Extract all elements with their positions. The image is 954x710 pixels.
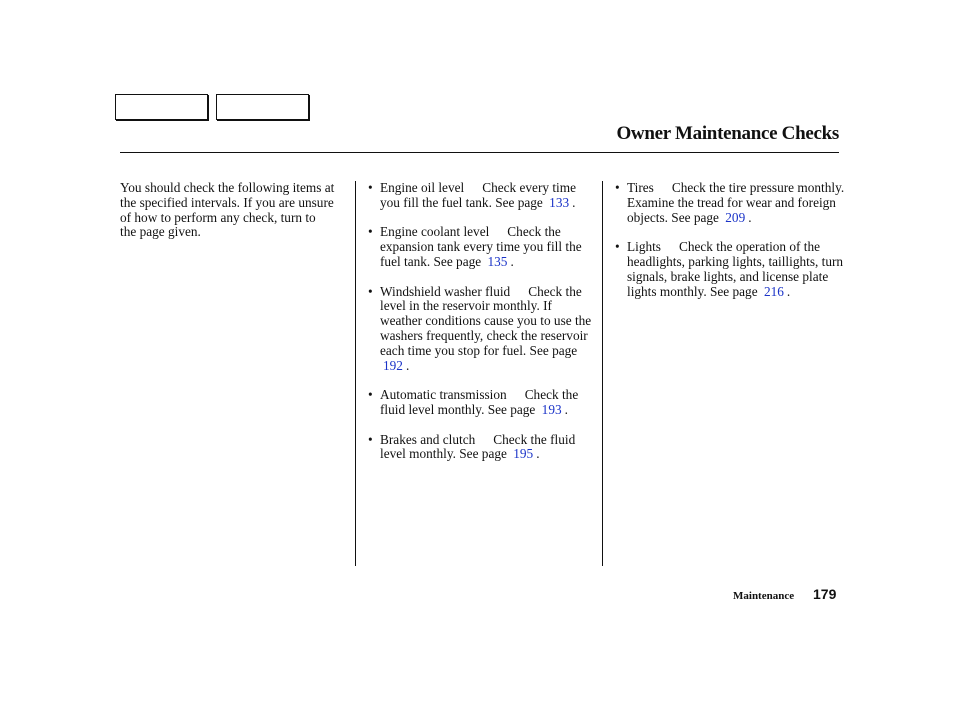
column-divider xyxy=(602,181,603,566)
bullet: • xyxy=(615,239,620,255)
checks-column-1 xyxy=(368,181,594,477)
page-link[interactable]: 195 xyxy=(513,446,534,462)
bullet: • xyxy=(368,224,373,240)
check-text: Check the level in the reservoir monthly. If weather conditions cause you to use the washers frequently, check the reservoir each time you stop for fuel. See page xyxy=(380,283,592,358)
check-text: Check the fluid level monthly. See page xyxy=(380,431,576,462)
page-link[interactable]: 135 xyxy=(487,253,508,269)
checks-column-2 xyxy=(615,181,845,314)
check-text: Check the tire pressure monthly. Examine the tread for wear and foreign objects. See page xyxy=(627,180,845,225)
page-link[interactable]: 193 xyxy=(541,401,562,417)
check-name: Lights xyxy=(627,239,661,255)
page-link[interactable]: 133 xyxy=(549,194,570,210)
check-item-lights: • Lights Check the operation of the headlights, parking lights, taillights, turn signals, brake lights, and license plate lights monthly. See page 216 . xyxy=(615,239,844,299)
check-name: Engine oil level xyxy=(380,180,465,195)
check-name: Brakes and clutch xyxy=(380,431,476,447)
nav-button-previous[interactable] xyxy=(115,94,208,120)
bullet: • xyxy=(368,431,373,447)
check-name: Engine coolant level xyxy=(380,224,490,240)
bullet: • xyxy=(368,283,373,299)
check-text: Check every time you fill the fuel tank. See page xyxy=(380,180,576,210)
bullet: • xyxy=(368,387,373,403)
footer-section-label: Maintenance xyxy=(733,590,795,602)
check-name: Tires xyxy=(627,180,654,195)
page-link[interactable]: 209 xyxy=(725,209,746,225)
page-link[interactable]: 216 xyxy=(763,283,784,299)
page-number: 179 xyxy=(813,586,837,602)
check-item-washer-fluid: • Windshield washer fluid Check the level in the reservoir monthly. If weather conditions cause you to use the washers frequently, check the reservoir each time you stop for fuel. See page 192 . xyxy=(368,283,592,373)
check-item-automatic-transmission: • Automatic transmission Check the fluid level monthly. See page 193 . xyxy=(368,387,579,417)
check-text: Check the fluid level monthly. See page xyxy=(380,387,579,417)
column-divider xyxy=(355,181,356,566)
check-name: Windshield washer fluid xyxy=(380,283,511,299)
bullet: • xyxy=(615,180,620,195)
check-name: Automatic transmission xyxy=(380,387,507,403)
intro-column xyxy=(120,181,335,240)
check-item-engine-oil: • Engine oil level Check every time you fill the fuel tank. See page 133 . xyxy=(368,180,576,210)
check-item-brakes-clutch: • Brakes and clutch Check the fluid level monthly. See page 195 . xyxy=(368,431,576,462)
title-rule xyxy=(120,152,839,153)
intro-text: You should check the following items at the specified intervals. If you are unsure of how to perform any check, turn to the page given. xyxy=(120,180,335,240)
check-item-tires: • Tires Check the tire pressure monthly. Examine the tread for wear and foreign objects. See page 209 . xyxy=(615,180,845,225)
check-item-engine-coolant: • Engine coolant level Check the expansion tank every time you fill the fuel tank. See page 135 . xyxy=(368,224,582,269)
bullet: • xyxy=(368,180,373,195)
page-link[interactable]: 192 xyxy=(383,357,403,373)
check-text: Check the operation of the headlights, parking lights, taillights, turn signals, brake lights, and license plate lights monthly. See page xyxy=(627,239,844,299)
check-text: Check the expansion tank every time you fill the fuel tank. See page xyxy=(380,224,582,269)
nav-button-next[interactable] xyxy=(216,94,309,120)
page-title: Owner Maintenance Checks xyxy=(616,123,839,144)
